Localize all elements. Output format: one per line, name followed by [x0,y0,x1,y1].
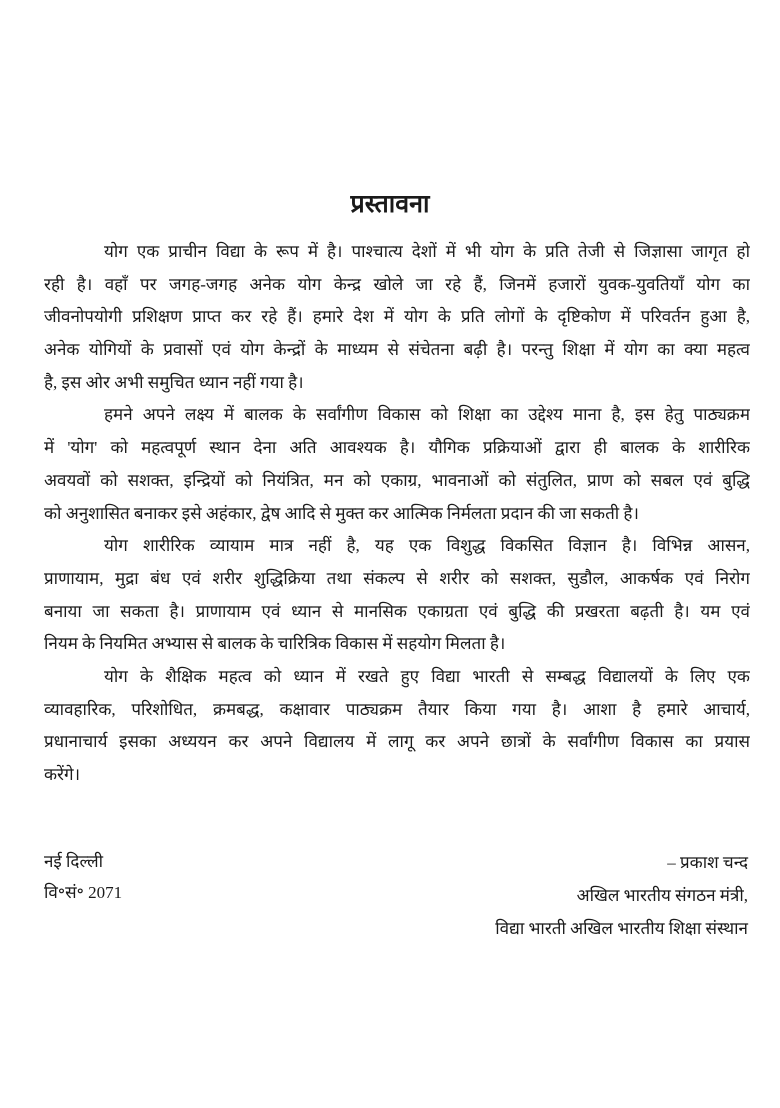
organization: विद्या भारती अखिल भारतीय शिक्षा संस्थान [495,919,748,938]
paragraph-line: अनेक योगियों के प्रवासों एवं योग केन्द्रों के माध्यम से संचेतना बढ़ी है। परन्तु शिक्षा में योग का क्या महत्व [44,340,750,360]
paragraph-line: व्यावहारिक, परिशोधित, क्रमबद्ध, कक्षावार पाठ्यक्रम तैयार किया गया है। आशा है हमारे आचार्य, [44,699,750,719]
designation: अखिल भारतीय संगठन मंत्री, [576,886,748,905]
paragraph-line: नियम के नियमित अभ्यास से बालक के चारित्रिक विकास में सहयोग मिलता है। [44,634,506,654]
paragraph-line: है, इस ओर अभी समुचित ध्यान नहीं गया है। [44,372,304,392]
paragraph-line: रही है। वहाँ पर जगह-जगह अनेक योग केन्द्र खोले जा रहे हैं, जिनमें हजारों युवक-युवतियाँ योग का [44,274,750,294]
footer-signature [495,846,748,945]
footer-place-date [44,846,122,908]
page-title: प्रस्तावना [350,191,430,218]
paragraph-line: बनाया जा सकता है। प्राणायाम एवं ध्यान से मानसिक एकाग्रता एवं बुद्धि की प्रखरता बढ़ती है। यम एवं [44,601,750,621]
paragraph-line: हमने अपने लक्ष्य में बालक के सर्वांगीण विकास को शिक्षा का उद्देश्य माना है, इस हेतु पाठ्यक्रम [104,405,750,425]
place: नई दिल्ली [44,852,104,871]
author: – प्रकाश चन्द [667,853,748,872]
paragraph-line: प्रधानाचार्य इसका अध्ययन कर अपने विद्यालय में लागू कर अपने छात्रों के सर्वांगीण विकास का प्रयास [44,732,750,752]
paragraph-line: करेंगे। [44,765,81,784]
date: वि॰सं॰ 2071 [44,883,123,902]
paragraph-line: प्राणायाम, मुद्रा बंध एवं शरीर शुद्धिक्रिया तथा संकल्प से शरीर को सशक्त, सुडौल, आकर्षक एवं निरोग [44,568,750,588]
paragraph-line: योग शारीरिक व्यायाम मात्र नहीं है, यह एक विशुद्ध विकसित विज्ञान है। विभिन्न आसन, [104,536,750,556]
paragraph-line: योग के शैक्षिक महत्व को ध्यान में रखते हुए विद्या भारती से सम्बद्ध विद्यालयों के लिए एक [104,666,750,686]
paragraph-line: योग एक प्राचीन विद्या के रूप में है। पाश्चात्य देशों में भी योग के प्रति तेजी से जिज्ञासा जागृत हो [104,242,750,261]
paragraph-line: अवयवों को सशक्त, इन्द्रियों को नियंत्रित, मन को एकाग्र, भावनाओं को संतुलित, प्राण को सबल एवं बुद्धि [44,470,750,490]
paragraph-line: में 'योग' को महत्वपूर्ण स्थान देना अति आवश्यक है। यौगिक प्रक्रियाओं द्वारा ही बालक के शारीरिक [44,438,750,458]
paragraph-line: जीवनोपयोगी प्रशिक्षण प्राप्त कर रहे हैं। हमारे देश में योग के प्रति लोगों के दृष्टिकोण में परिवर्तन हुआ है, [44,307,750,327]
paragraph-line: को अनुशासित बनाकर इसे अहंकार, द्वेष आदि से मुक्त कर आत्मिक निर्मलता प्रदान की जा सकती है। [44,503,639,523]
preface-body [44,236,750,792]
